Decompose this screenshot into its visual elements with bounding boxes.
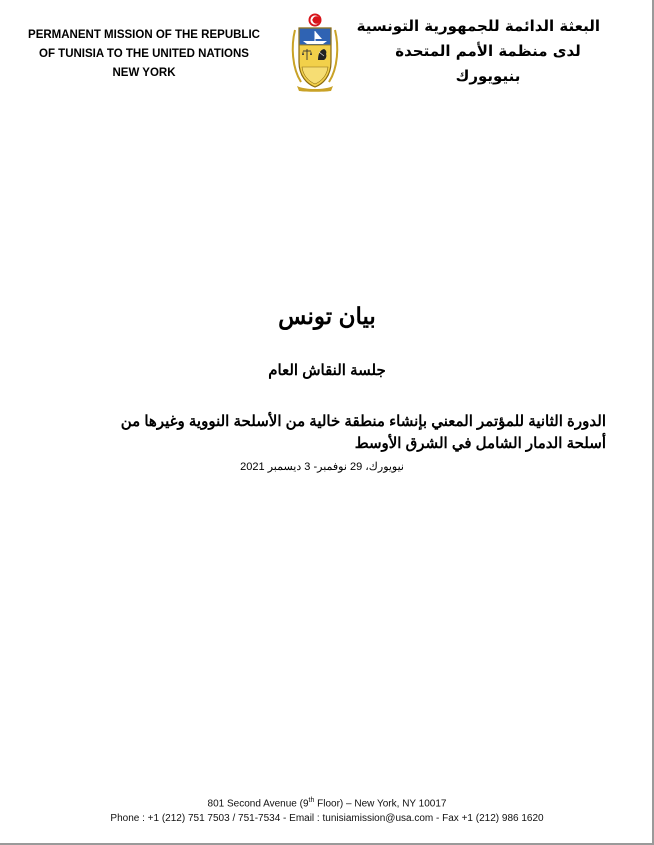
letterhead-arabic-line-1: البعثة الدائمة للجمهورية التونسية — [356, 17, 600, 35]
footer-address-superscript: th — [308, 797, 315, 804]
letterhead-arabic-line-2: لدى منظمة الأمم المتحدة — [395, 42, 581, 60]
letterhead-english-line-1: PERMANENT MISSION OF THE REPUBLIC — [28, 29, 260, 41]
letterhead-arabic-line-3: بنيويورك — [455, 67, 521, 85]
letterhead-english — [28, 26, 260, 83]
letterhead-arabic — [356, 14, 600, 89]
footer-contact: Phone : +1 (212) 751 7503 / 751-7534 - Email : tunisiamission@usa.com - Fax +1 (212) 986 1620 — [110, 813, 544, 825]
letterhead-english-line-2: OF TUNISIA TO THE UNITED NATIONS — [39, 48, 249, 60]
footer-address-part-1: 801 Second Avenue (9 — [207, 798, 309, 810]
letterhead-english-line-3: NEW YORK — [112, 67, 176, 79]
footer-address — [0, 793, 654, 811]
document-subtitle: جلسة النقاش العام — [268, 362, 386, 379]
document-title: بيان تونس — [278, 303, 376, 329]
conference-line-2: أسلحة الدمار الشامل في الشرق الأوسط — [354, 435, 606, 452]
conference-name — [60, 411, 606, 455]
place-and-date: نيويورك، 29 نوفمبر- 3 ديسمبر 2021 — [240, 461, 404, 473]
footer-address-part-2: Floor) – New York, NY 10017 — [314, 798, 447, 810]
tunisia-coat-of-arms-icon — [289, 12, 341, 92]
letterhead-footer — [0, 793, 654, 826]
conference-line-1: الدورة الثانية للمؤتمر المعني بإنشاء منطقة خالية من الأسلحة النووية وغيرها من — [120, 413, 606, 430]
